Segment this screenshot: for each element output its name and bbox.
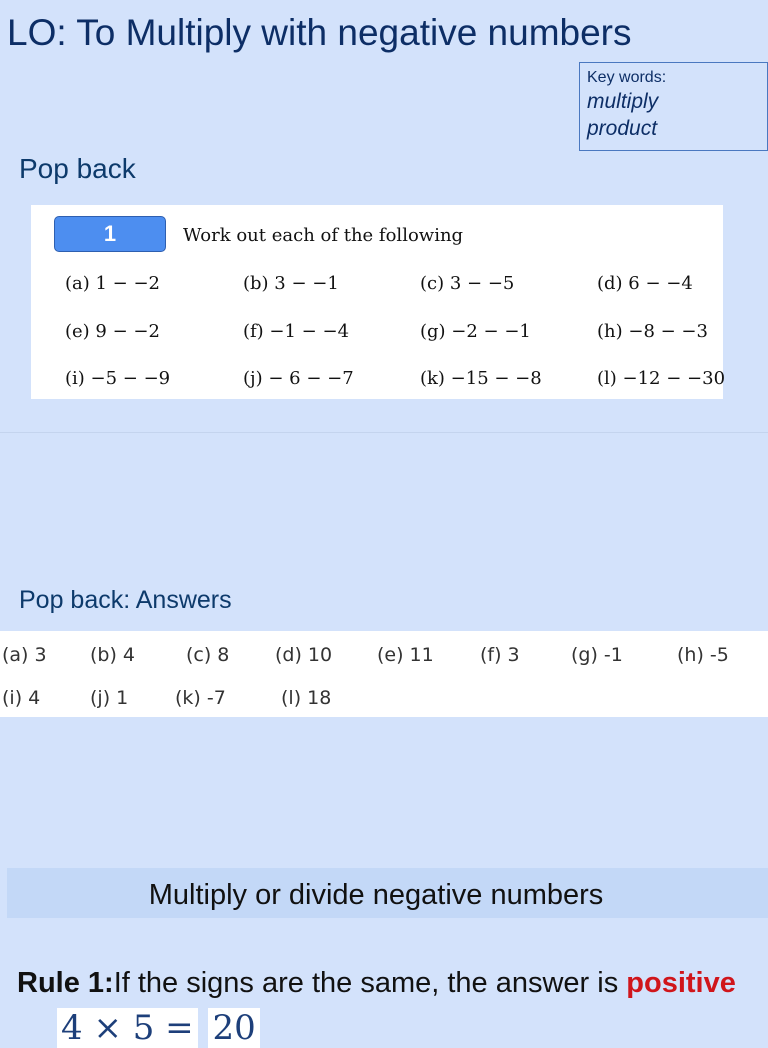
- question-h: (h) −8 − −3: [597, 321, 708, 342]
- answer-f: (f) 3: [480, 644, 520, 666]
- popback-heading: Pop back: [19, 153, 136, 184]
- example-equation: [57, 1008, 260, 1048]
- rule-1-label: Rule 1:: [17, 967, 114, 999]
- answers-band: [0, 631, 768, 717]
- question-j: (j) − 6 − −7: [243, 368, 354, 389]
- section-band: [7, 868, 768, 918]
- question-d: (d) 6 − −4: [597, 273, 693, 294]
- keywords-heading: Key words:: [587, 69, 667, 86]
- example-expression: 4 × 5 =: [57, 1008, 198, 1048]
- rule-1: [17, 967, 736, 1000]
- keyword-product: product: [587, 117, 658, 140]
- answer-k: (k) -7: [175, 687, 226, 709]
- rule-1-text: If the signs are the same, the answer is: [113, 967, 627, 999]
- answer-b: (b) 4: [90, 644, 136, 666]
- page-title: LO: To Multiply with negative numbers: [7, 12, 632, 53]
- answer-d: (d) 10: [275, 644, 333, 666]
- rule-1-highlight: positive: [626, 967, 736, 999]
- answer-l: (l) 18: [281, 687, 332, 709]
- answer-i: (i) 4: [2, 687, 41, 709]
- question-card: [31, 205, 726, 399]
- section-title: Multiply or divide negative numbers: [148, 879, 604, 911]
- slide-divider: [0, 432, 768, 433]
- answer-g: (g) -1: [571, 644, 623, 666]
- answer-h: (h) -5: [677, 644, 729, 666]
- answer-c: (c) 8: [186, 644, 230, 666]
- question-instruction: Work out each of the following: [183, 225, 464, 246]
- question-e: (e) 9 − −2: [65, 321, 160, 342]
- answers-heading: Pop back: Answers: [19, 586, 232, 614]
- keywords-box: [579, 62, 768, 151]
- question-k: (k) −15 − −8: [420, 368, 542, 389]
- question-g: (g) −2 − −1: [420, 321, 531, 342]
- keyword-multiply: multiply: [587, 90, 659, 113]
- answer-j: (j) 1: [90, 687, 129, 709]
- question-b: (b) 3 − −1: [243, 273, 339, 294]
- question-i: (i) −5 − −9: [65, 368, 171, 389]
- question-l: (l) −12 − −30: [597, 368, 726, 389]
- question-number-badge: 1: [54, 216, 166, 252]
- question-c: (c) 3 − −5: [420, 273, 515, 294]
- question-f: (f) −1 − −4: [243, 321, 350, 342]
- answer-a: (a) 3: [2, 644, 47, 666]
- question-a: (a) 1 − −2: [65, 273, 161, 294]
- answer-e: (e) 11: [377, 644, 434, 666]
- example-result: 20: [208, 1008, 259, 1048]
